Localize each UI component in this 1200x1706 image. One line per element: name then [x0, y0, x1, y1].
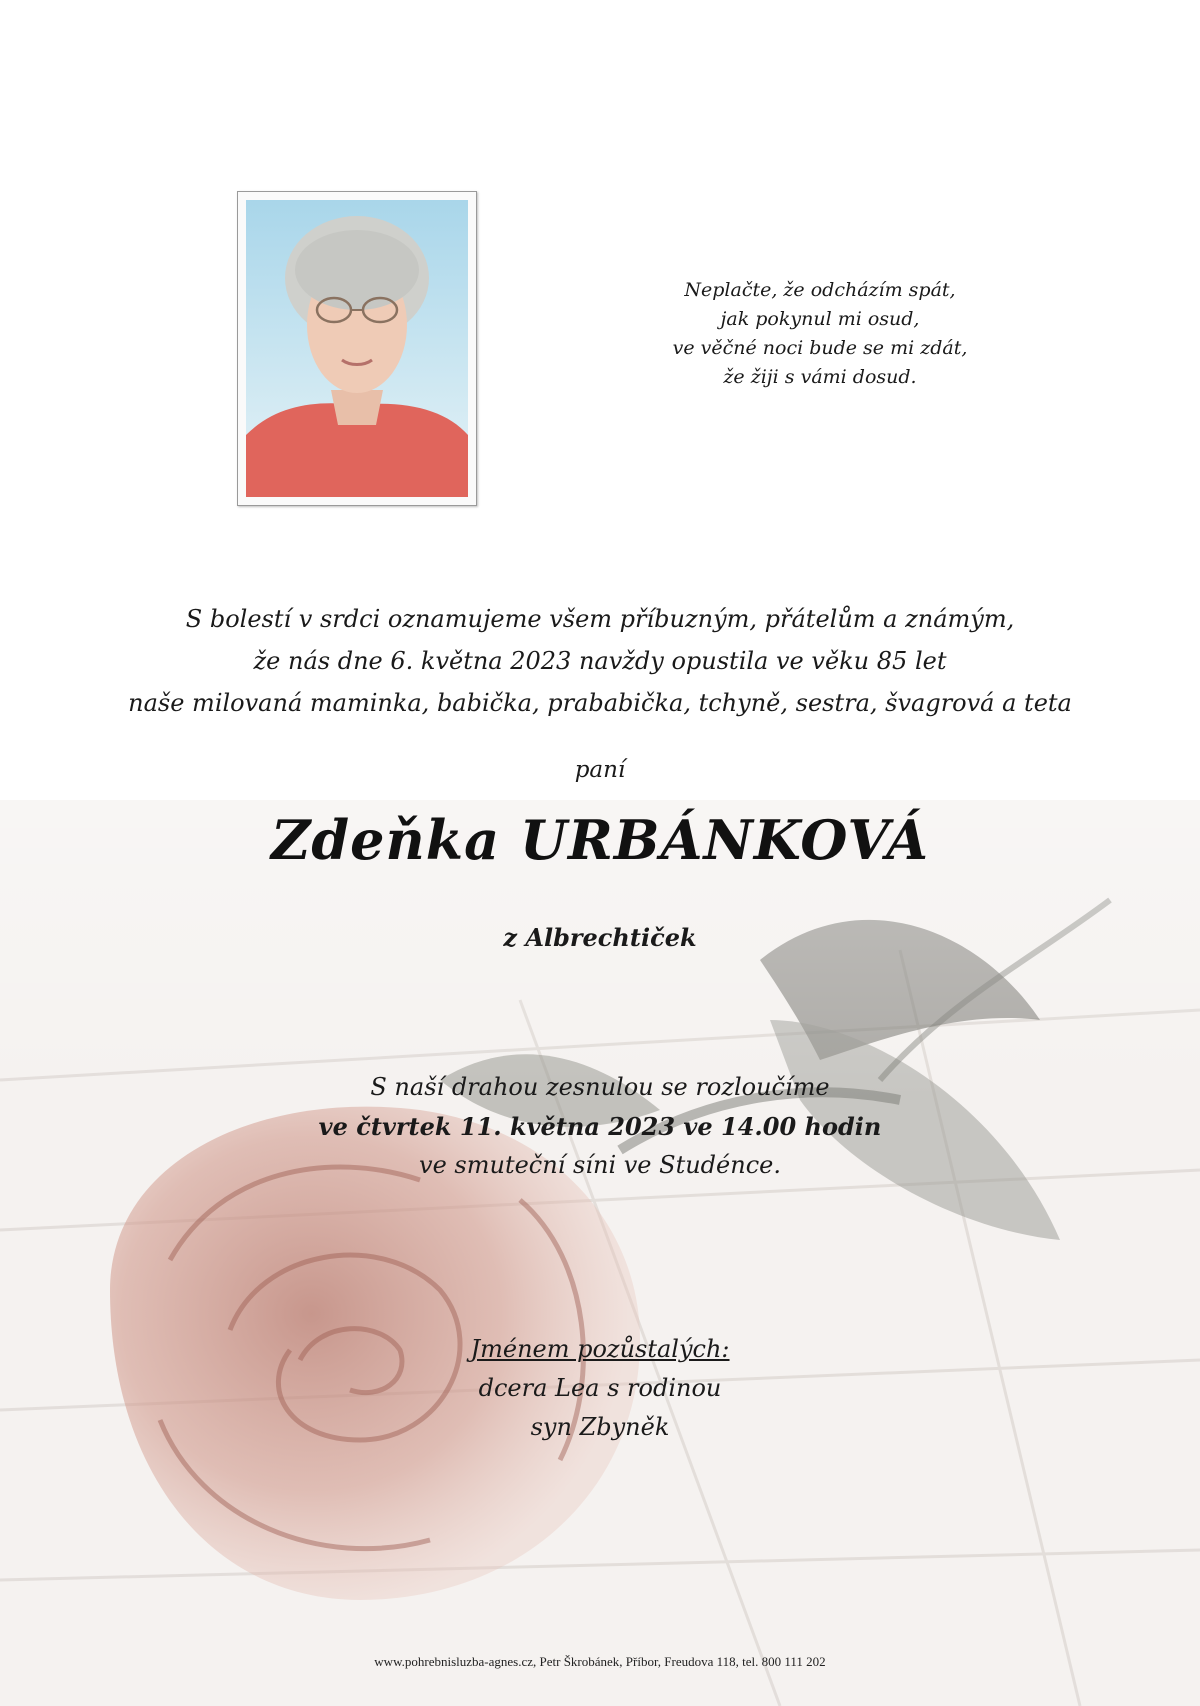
- funeral-intro: S naší drahou zesnulou se rozloučíme: [370, 1073, 830, 1101]
- poem-line: že žiji s vámi dosud.: [723, 366, 917, 388]
- funeral-datetime: ve čtvrtek 11. května 2023 ve 14.00 hodin: [318, 1112, 882, 1141]
- announcement-line: naše milovaná maminka, babička, prababička, tchyně, sestra, švagrová a teta: [128, 689, 1072, 717]
- honorific: paní: [574, 757, 626, 783]
- signoff-line: dcera Lea s rodinou: [478, 1374, 722, 1402]
- bereaved-signoff: [400, 1330, 800, 1447]
- poem-line: Neplačte, že odcházím spát,: [684, 279, 956, 301]
- death-announcement: [100, 598, 1100, 724]
- portrait-photo: [237, 191, 477, 506]
- funeral-service-footer: www.pohrebnisluzba-agnes.cz, Petr Škrobánek, Příbor, Freudova 118, tel. 800 111 202: [374, 1654, 826, 1669]
- signoff-heading: Jménem pozůstalých:: [470, 1335, 730, 1363]
- memorial-poem: [660, 276, 980, 392]
- signoff-line: syn Zbyněk: [530, 1413, 670, 1441]
- funeral-details: [250, 1068, 950, 1185]
- announcement-line: že nás dne 6. května 2023 navždy opustila ve věku 85 let: [253, 647, 947, 675]
- deceased-name: Zdeňka URBÁNKOVÁ: [270, 808, 930, 872]
- woman-portrait-image: [246, 200, 468, 497]
- deceased-origin: z Albrechtiček: [503, 923, 697, 952]
- announcement-line: S bolestí v srdci oznamujeme všem příbuzným, přátelům a známým,: [185, 605, 1015, 633]
- poem-line: ve věčné noci bude se mi zdát,: [672, 337, 968, 359]
- funeral-place: ve smuteční síni ve Studénce.: [419, 1151, 781, 1179]
- poem-line: jak pokynul mi osud,: [720, 308, 920, 330]
